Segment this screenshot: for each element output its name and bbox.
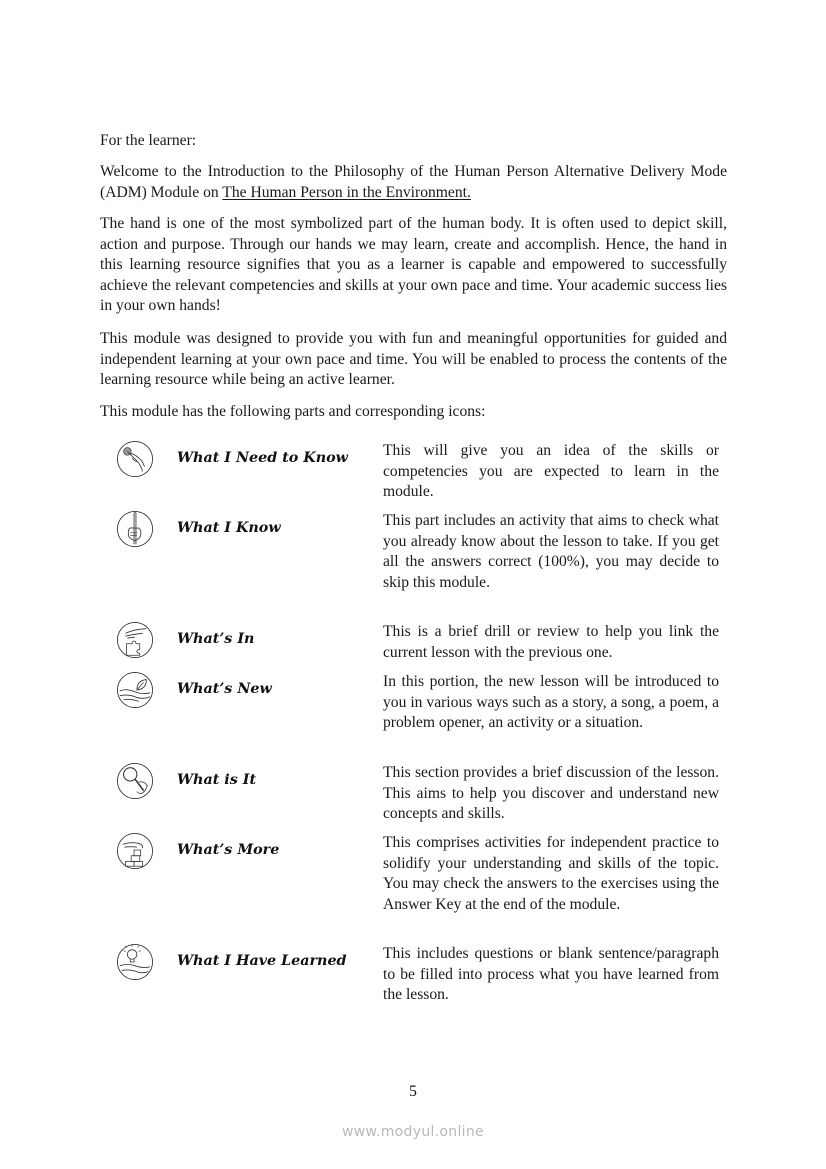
hand-puzzle-icon <box>116 621 154 659</box>
watermark-link[interactable]: www.modyul.online <box>342 1124 484 1140</box>
part-description: This section provides a brief discussion of the lesson. This aims to help you discover and understand new concepts and skills. <box>383 764 719 823</box>
part-description: This includes questions or blank sentence/paragraph to be filled into process what you have learned from the lesson. <box>383 945 719 1004</box>
part-description: This is a brief drill or review to help you link the current lesson with the previous one. <box>383 623 719 661</box>
part-label: What’s New <box>177 681 272 697</box>
hand-pointing-icon <box>116 440 154 478</box>
welcome-text: Welcome to the Introduction to the Philosophy of the Human Person Alternative Delivery Mode (ADM) Module on <box>100 163 727 201</box>
page-number: 5 <box>409 1083 417 1100</box>
part-description: This will give you an idea of the skills or competencies you are expected to learn in the module. <box>383 442 719 501</box>
parts-intro: This module has the following parts and corresponding icons: <box>100 403 486 420</box>
part-description: This part includes an activity that aims to check what you already know about the lesson to take. If you get all the answers correct (100%), you may decide to skip this module. <box>383 512 719 591</box>
part-label: What is It <box>177 772 257 788</box>
greeting: For the learner: <box>100 132 197 149</box>
part-label: What’s More <box>177 842 280 858</box>
hand-holding-pencil-icon <box>116 510 154 548</box>
part-description: In this portion, the new lesson will be introduced to you in various ways such as a story, a song, a poem, a problem opener, an activity or a situation. <box>383 673 719 732</box>
part-label: What I Have Learned <box>177 953 347 969</box>
welcome-paragraph <box>100 162 727 203</box>
hands-holding-leaf-icon <box>116 671 154 709</box>
hand-lightbulb-icon <box>116 943 154 981</box>
design-paragraph: This module was designed to provide you with fun and meaningful opportunities for guided and independent learning at your own pace and time. You will be enabled to process the contents of the learning resource while being an active learner. <box>100 330 727 389</box>
part-label: What’s In <box>177 631 255 647</box>
part-description: This comprises activities for independent practice to solidify your understanding and skills of the topic. You may check the answers to the exercises using the Answer Key at the end of the module. <box>383 834 719 913</box>
module-title: The Human Person in the Environment. <box>222 183 471 201</box>
part-label: What I Know <box>177 520 281 536</box>
hand-paragraph: The hand is one of the most symbolized part of the human body. It is often used to depict skill, action and purpose. Through our hands we may learn, create and accomplish. Hence, the hand in this learning resource signifies that you as a learner is capable and empowered to successfully achieve the relevant competencies and skills at your own pace and time. Your academic success lies in your own hands! <box>100 215 727 315</box>
part-label: What I Need to Know <box>177 450 348 466</box>
hand-stacking-blocks-icon <box>116 832 154 870</box>
hand-magnifying-glass-icon <box>116 762 154 800</box>
